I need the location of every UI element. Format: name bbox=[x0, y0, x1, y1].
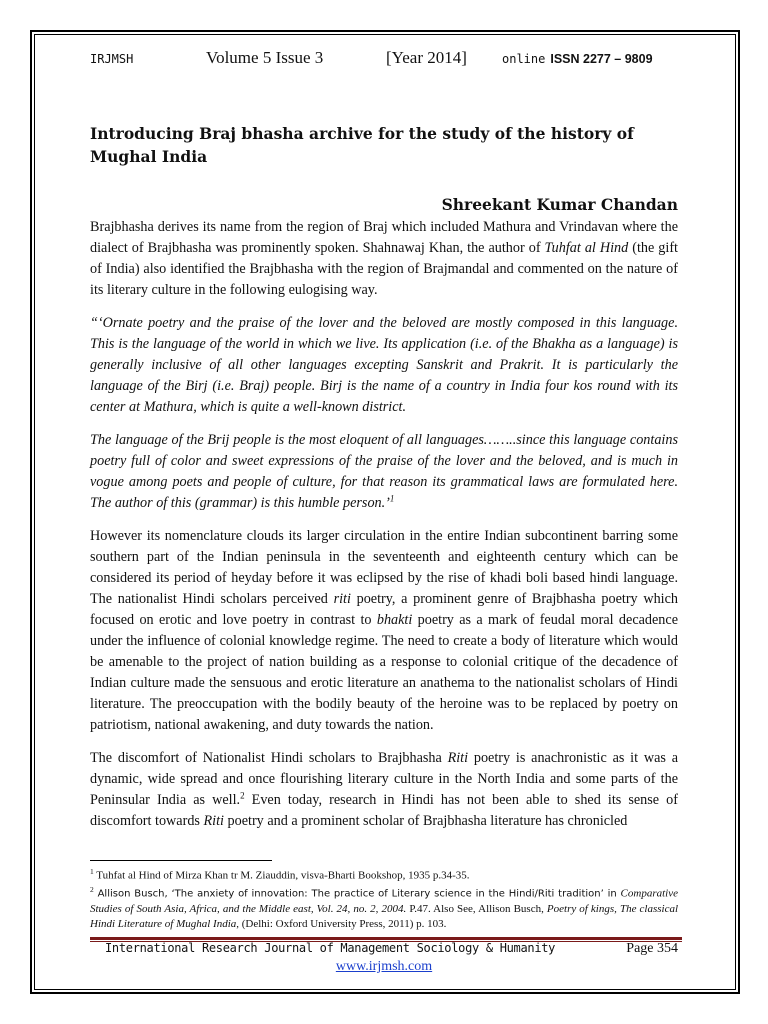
text-run-italic: Riti bbox=[203, 813, 224, 829]
footnotes bbox=[90, 865, 678, 931]
text-run: Brajbhasha derives its name from the region of Braj which included Mathura and Vrindavan where the dialect of Brajbhasha was prominently spoken. Shahnawaj Khan, the author of bbox=[90, 219, 678, 256]
text-run: poetry is anachronistic as it was a dynamic, wide spread and once flourishing literary culture in the North India and some parts of the Peninsular India as well. bbox=[90, 750, 678, 808]
page-header bbox=[90, 48, 678, 72]
article-author: Shreekant Kumar Chandan bbox=[441, 195, 678, 214]
text-run-italic: Riti bbox=[447, 750, 469, 766]
footnote-2 bbox=[90, 883, 678, 931]
text-run: poetry, a prominent genre of Brajbhasha poetry which focused on erotic and love poetry in contrast to bbox=[90, 591, 678, 628]
text-run: poetry and a prominent scholar of Brajbhasha literature has chronicled bbox=[223, 813, 628, 829]
text-run: Even today, research in Hindi has not been able to shed its sense of discomfort towards bbox=[90, 792, 678, 829]
footnote-ref-2[interactable]: 2 bbox=[240, 790, 245, 801]
text-run-italic: Tuhfat al Hind bbox=[544, 240, 629, 256]
text-run: (the gift of India) also identified the Brajbhasha with the region of Brajmandal and commented on the nature of its literary culture in the following eulogising way. bbox=[90, 240, 678, 298]
quote-paragraph-2 bbox=[90, 430, 678, 514]
footnote-1 bbox=[90, 865, 678, 883]
text-run: The discomfort of Nationalist Hindi scholars to Brajbhasha bbox=[90, 750, 448, 766]
footnote-text: P.47. Also See, Allison Busch, bbox=[406, 903, 547, 916]
footnote-text: Tuhfat al Hind of Mirza Khan tr M. Ziauddin, visva-Bharti Bookshop, 1935 p.34-35. bbox=[93, 869, 470, 882]
header-year: [Year 2014] bbox=[386, 48, 467, 67]
paragraph-discomfort bbox=[90, 748, 678, 832]
footnote-number: 1 bbox=[90, 867, 94, 876]
footnote-text-italic: Comparative Studies of South Asia, Africa, and the Middle east, Vol. 24, no. 2, 2004. bbox=[90, 887, 678, 916]
quote-paragraph-1: “‘Ornate poetry and the praise of the lover and the beloved are mostly composed in this language. This is the language of the world in which we live. Its application (i.e. of the Bhakha as a language) is generally inclusive of all other languages excepting Sanskrit and Prakrit. It is particularly the language of the Birj (i.e. Braj) people. Birj is the name of a country in India four kos round with its center at Mathura, which is quite a well-known district. bbox=[90, 315, 678, 415]
text-run: The language of the Brij people is the most eloquent of all languages……..since this language contains poetry full of color and sweet expressions of the praise of the lover and the beloved, and is much in vogue among poets and people of culture, for that reason its grammatical laws are formulated here. The author of this (grammar) is this humble person.’ bbox=[90, 432, 678, 511]
footnote-text-italic: Poetry of kings, The classical Hindi Literature of Mughal India bbox=[90, 903, 679, 930]
text-run-italic: bhakti bbox=[376, 612, 413, 628]
article-title: Introducing Braj bhasha archive for the study of the history of Mughal India bbox=[90, 124, 634, 166]
header-online-label: online bbox=[502, 52, 546, 66]
footer-rule-thick bbox=[90, 937, 682, 940]
paragraph-nomenclature bbox=[90, 526, 678, 736]
text-run: However its nomenclature clouds its larger circulation in the entire Indian subcontinent barring some southern part of the Indian peninsula in the seventeenth and eighteenth century which can be considered its period of heyday before it was eclipsed by the rise of khadi boli based hindi language. The nationalist Hindi scholars perceived bbox=[90, 528, 678, 607]
footnote-text: Allison Busch, ‘The anxiety of innovation: The practice of Literary science in the Hindi/Riti tradition’ in bbox=[93, 888, 621, 900]
footnote-text: , (Delhi: Oxford University Press, 2011) p. 103. bbox=[236, 917, 447, 930]
footnote-number: 2 bbox=[90, 885, 94, 895]
footnote-ref-1[interactable]: 1 bbox=[389, 493, 395, 504]
footer-website-link[interactable]: www.irjmsh.com bbox=[335, 959, 433, 974]
footer-page-number: Page 354 bbox=[626, 941, 678, 956]
text-run-italic: riti bbox=[333, 591, 351, 607]
footnote-separator bbox=[90, 860, 272, 861]
article-body bbox=[90, 122, 678, 844]
header-journal-abbr: IRJMSH bbox=[90, 52, 134, 66]
header-volume: Volume 5 Issue 3 bbox=[206, 48, 324, 67]
paragraph-intro bbox=[90, 217, 678, 301]
footer-journal-name: International Research Journal of Management Sociology & Humanity bbox=[105, 941, 556, 955]
header-issn: ISSN 2277 – 9809 bbox=[550, 52, 653, 66]
text-run: poetry as a mark of feudal moral decadence under the influence of colonial knowledge regime. The need to create a body of literature which would be amenable to the project of nation building as a response to colonial critique of the decadence of Indian culture made the sensuous and erotic literature an anathema to the nationalist scholars of Hindi literature. The preoccupation with the bodily beauty of the heroine was to be replaced by poetry on patriotism, national awakening, and duty towards the nation. bbox=[90, 612, 678, 733]
